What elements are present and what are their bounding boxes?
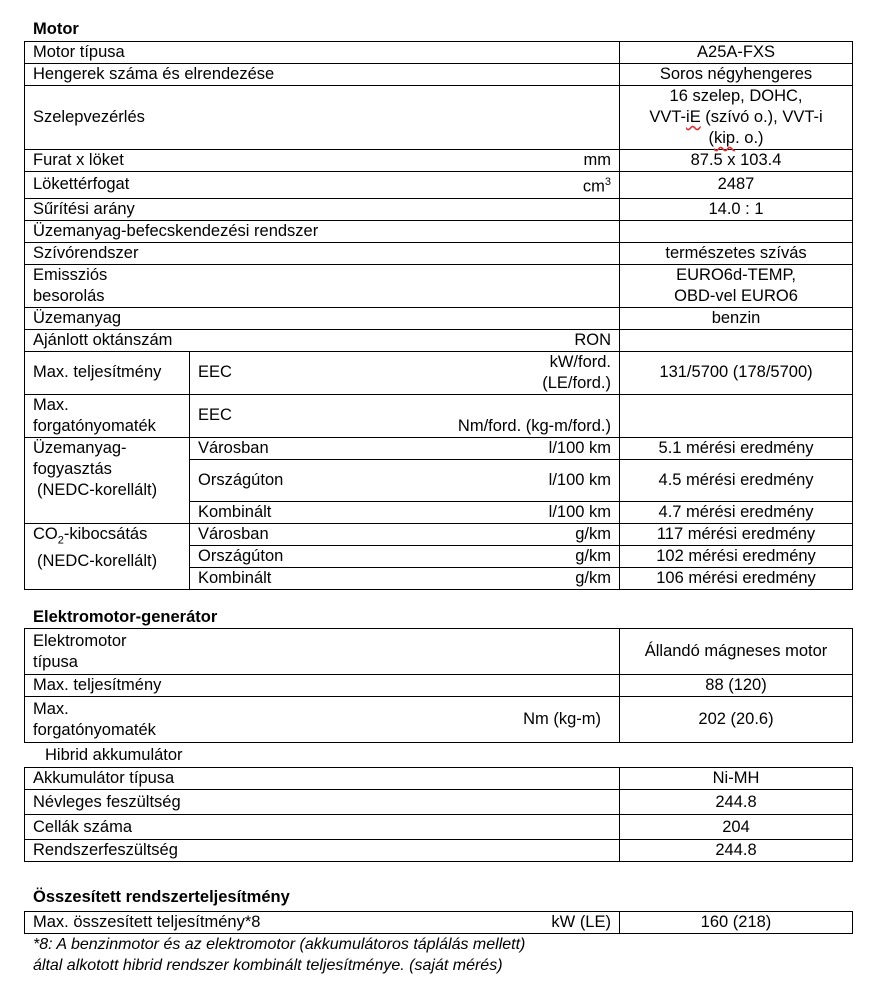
- table-row: [25, 220, 853, 242]
- osszes-table: [24, 911, 853, 934]
- row-value: Soros négyhengeres: [620, 64, 853, 86]
- row-value: 4.7 mérési eredmény: [620, 501, 853, 523]
- row-unit: mm: [360, 150, 620, 172]
- row-value: 88 (120): [620, 675, 853, 697]
- row-condition: Országúton: [190, 459, 360, 501]
- table-row: [25, 912, 853, 934]
- row-value: 106 mérési eredmény: [620, 567, 853, 589]
- row-unit: $cm^3$: [360, 172, 620, 199]
- table-row: [25, 790, 853, 815]
- row-condition: Országúton: [190, 545, 360, 567]
- row-label: Üzemanyag- fogyasztás (NEDC-korellált): [25, 437, 190, 523]
- row-label: Emissziós besorolás: [25, 264, 620, 307]
- footnote: *8: A benzinmotor és az elektromotor (akkumulátoros táplálás mellett) által alkotott hibrid rendszer kombinált teljesítménye. (saját mérés): [33, 936, 526, 974]
- table-row: [25, 675, 853, 697]
- row-value: 131/5700 (178/5700): [620, 351, 853, 394]
- section-title-osszesitett: Összesített rendszerteljesítmény: [33, 888, 290, 906]
- row-value: természetes szívás: [620, 242, 853, 264]
- row-value: [620, 86, 853, 150]
- table-row: [25, 150, 853, 172]
- row-value: 244.8: [620, 790, 853, 815]
- row-condition: Kombinált: [190, 501, 360, 523]
- row-label: Furat x löket: [25, 150, 360, 172]
- row-label: Elektromotor típusa: [25, 629, 620, 675]
- row-label: Szívórendszer: [25, 242, 620, 264]
- row-value: 4.5 mérési eredmény: [620, 459, 853, 501]
- row-unit: Nm/ford. (kg-m/ford.): [360, 394, 620, 437]
- row-value: [620, 329, 853, 351]
- row-value: 244.8: [620, 840, 853, 862]
- akku-table: [24, 767, 853, 862]
- row-label: Rendszerfeszültség: [25, 840, 620, 862]
- row-value: 102 mérési eredmény: [620, 545, 853, 567]
- value-line: 16 szelep, DOHC,: [669, 87, 803, 105]
- row-unit: RON: [360, 329, 620, 351]
- row-label: Max. teljesítmény: [25, 351, 190, 394]
- table-row: [25, 840, 853, 862]
- row-unit: kW/ford. (LE/ford.): [360, 351, 620, 394]
- motor-table: [24, 41, 853, 590]
- row-label: Lökettérfogat: [25, 172, 360, 199]
- table-row: [25, 86, 853, 150]
- table-row: [25, 351, 853, 394]
- row-label: Hengerek száma és elrendezése: [25, 64, 620, 86]
- table-row: [25, 307, 853, 329]
- row-label: Névleges feszültség: [25, 790, 620, 815]
- row-label: Üzemanyag-befecskendezési rendszer: [25, 220, 620, 242]
- value-line: (kip. o.): [708, 129, 764, 147]
- row-value: [620, 394, 853, 437]
- table-row: [25, 64, 853, 86]
- row-value: Állandó mágneses motor: [620, 629, 853, 675]
- table-row: [25, 42, 853, 64]
- row-value: 2487: [620, 172, 853, 199]
- section-title-elektromotor: Elektromotor-generátor: [33, 608, 218, 626]
- table-row: [25, 394, 853, 437]
- value-line: VVT-iE (szívó o.), VVT-i: [649, 108, 823, 126]
- row-value: 117 mérési eredmény: [620, 523, 853, 545]
- row-value: EURO6d-TEMP, OBD-vel EURO6: [620, 264, 853, 307]
- table-row: [25, 437, 853, 459]
- table-row: [25, 629, 853, 675]
- row-label: Sűrítési arány: [25, 198, 620, 220]
- row-label: Motor típusa: [25, 42, 620, 64]
- row-label: Max. teljesítmény: [25, 675, 620, 697]
- row-label: Max. forgatónyomaték: [25, 697, 360, 743]
- table-row: [25, 697, 853, 743]
- row-label: Szelepvezérlés: [25, 86, 620, 150]
- row-value: 204: [620, 815, 853, 840]
- row-value: 5.1 mérési eredmény: [620, 437, 853, 459]
- table-row: [25, 768, 853, 790]
- elektro-table: [24, 628, 853, 743]
- row-label: Üzemanyag: [25, 307, 620, 329]
- row-label: Max. összesített teljesítmény*8 kW (LE): [25, 912, 620, 934]
- row-value: [620, 220, 853, 242]
- row-value: A25A-FXS: [620, 42, 853, 64]
- row-label: Max. forgatónyomaték: [25, 394, 190, 437]
- table-row: [25, 198, 853, 220]
- row-label: $CO_2$-kibocsátás (NEDC-korellált): [25, 523, 190, 589]
- table-row: [25, 815, 853, 840]
- row-value: 202 (20.6): [620, 697, 853, 743]
- row-unit: kW (LE): [551, 913, 611, 931]
- row-unit: g/km: [360, 567, 620, 589]
- row-label: Ajánlott oktánszám: [25, 329, 360, 351]
- row-condition: Városban: [190, 437, 360, 459]
- table-row: [25, 242, 853, 264]
- row-condition: Kombinált: [190, 567, 360, 589]
- row-unit: l/100 km: [360, 501, 620, 523]
- row-value: Ni-MH: [620, 768, 853, 790]
- table-row: [25, 172, 853, 199]
- row-label: Akkumulátor típusa: [25, 768, 620, 790]
- row-unit: l/100 km: [360, 437, 620, 459]
- row-standard: EEC: [190, 351, 360, 394]
- table-row: [25, 329, 853, 351]
- table-row: [25, 264, 853, 307]
- row-value: 160 (218): [620, 912, 853, 934]
- row-condition: Városban: [190, 523, 360, 545]
- row-unit: Nm (kg-m): [360, 697, 620, 743]
- row-unit: g/km: [360, 545, 620, 567]
- row-unit: l/100 km: [360, 459, 620, 501]
- row-unit: g/km: [360, 523, 620, 545]
- row-standard: EEC: [190, 394, 360, 437]
- section-title-motor: Motor: [33, 20, 79, 38]
- row-value: benzin: [620, 307, 853, 329]
- section-title-akkumulator: Hibrid akkumulátor: [45, 746, 183, 764]
- row-label: Cellák száma: [25, 815, 620, 840]
- row-value: 14.0 : 1: [620, 198, 853, 220]
- table-row: [25, 523, 853, 545]
- row-value: 87.5 x 103.4: [620, 150, 853, 172]
